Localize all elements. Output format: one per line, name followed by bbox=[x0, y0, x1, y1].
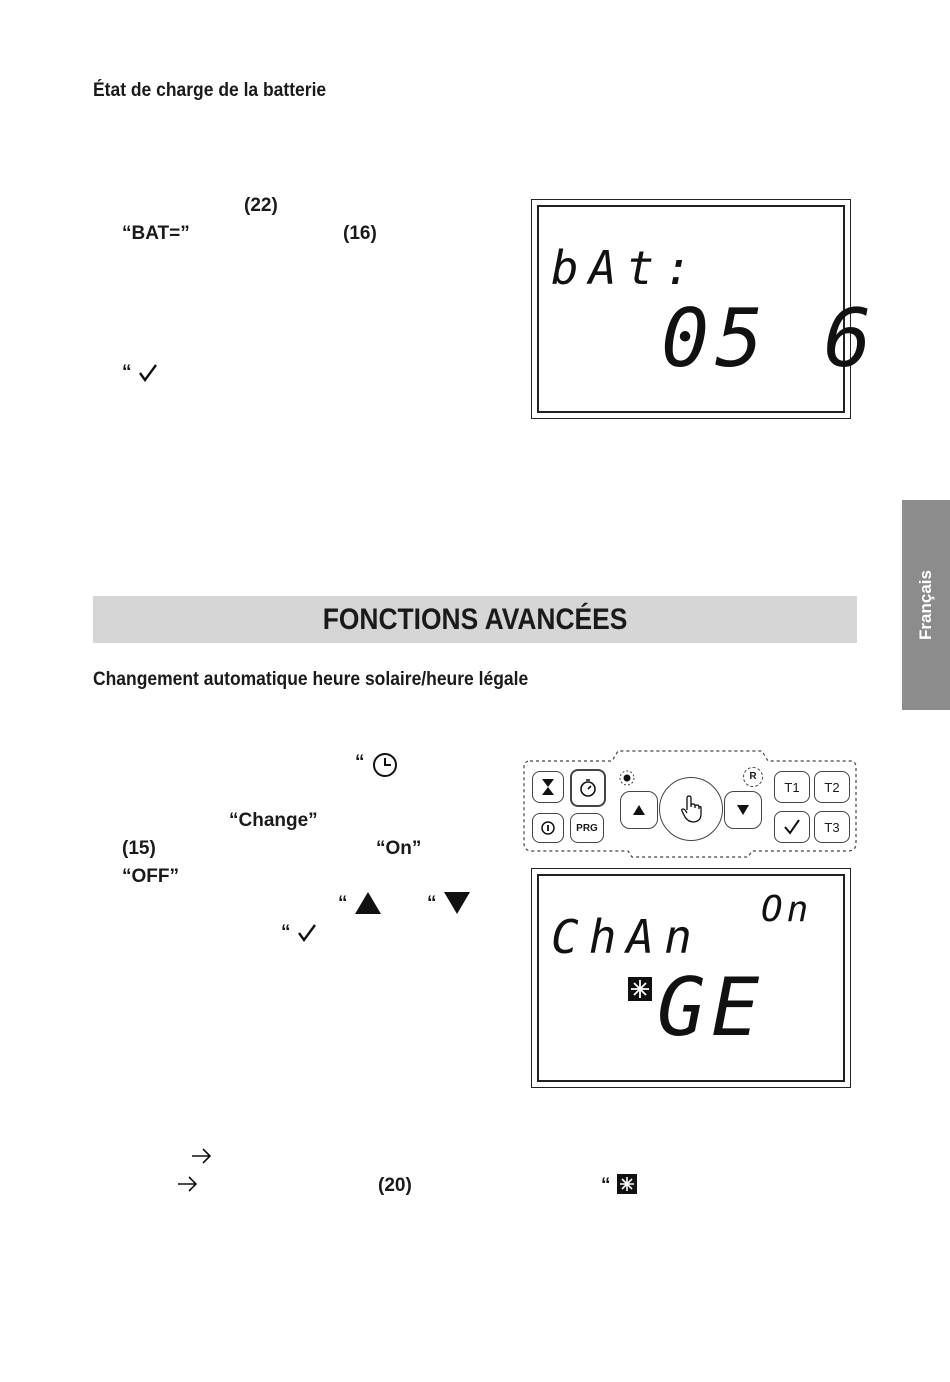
off-label: “OFF” bbox=[122, 866, 179, 887]
clock-quote: “ bbox=[355, 752, 365, 773]
snowflake-icon bbox=[616, 1173, 638, 1195]
keypad bbox=[522, 747, 858, 859]
section-heading-battery: État de charge de la batterie bbox=[93, 80, 327, 101]
triangle-down-icon bbox=[737, 805, 749, 815]
section-banner bbox=[93, 596, 857, 643]
info-button[interactable] bbox=[532, 813, 564, 843]
lcd-line1: ChAn bbox=[551, 910, 702, 964]
language-tab bbox=[902, 500, 950, 710]
change-label: “Change” bbox=[229, 810, 318, 831]
check-icon bbox=[296, 922, 318, 944]
t2-button[interactable]: T2 bbox=[814, 771, 850, 803]
lcd-line2: GE bbox=[657, 961, 766, 1054]
down-quote: “ bbox=[427, 893, 437, 914]
hourglass-icon bbox=[540, 777, 556, 797]
snowflake-icon bbox=[627, 976, 653, 1002]
hand-pointer-icon bbox=[678, 794, 704, 824]
prg-button[interactable]: PRG bbox=[570, 813, 604, 843]
t3-button[interactable]: T3 bbox=[814, 811, 850, 843]
mode-icon[interactable] bbox=[618, 769, 636, 787]
ref-22: (22) bbox=[244, 195, 278, 216]
main-touch-button[interactable] bbox=[659, 777, 723, 841]
lcd-display-change bbox=[531, 868, 851, 1088]
up-quote: “ bbox=[338, 893, 348, 914]
arrow-right-icon bbox=[190, 1146, 214, 1166]
info-icon bbox=[540, 820, 556, 836]
down-button[interactable] bbox=[724, 791, 762, 829]
check-icon bbox=[783, 818, 801, 836]
triangle-down-icon bbox=[442, 890, 472, 916]
check-icon bbox=[137, 362, 159, 384]
snow-quote: “ bbox=[601, 1175, 611, 1196]
lcd-line1: bAt: bbox=[551, 241, 702, 295]
lcd-display-battery bbox=[531, 199, 878, 419]
clock-icon bbox=[372, 752, 398, 778]
timer-button[interactable] bbox=[570, 769, 606, 807]
confirm-button[interactable] bbox=[774, 811, 810, 843]
language-tab-label: Français bbox=[916, 570, 935, 640]
hourglass-button[interactable] bbox=[532, 771, 564, 803]
lcd-top-right: On bbox=[761, 889, 813, 930]
reset-button[interactable]: R bbox=[743, 767, 763, 787]
ref-20: (20) bbox=[378, 1175, 412, 1196]
stopwatch-icon bbox=[578, 778, 598, 798]
arrow-right-icon bbox=[176, 1174, 200, 1194]
ref-15: (15) bbox=[122, 838, 156, 859]
t1-button[interactable]: T1 bbox=[774, 771, 810, 803]
section-heading-dst: Changement automatique heure solaire/heure légale bbox=[93, 669, 529, 690]
lcd-line2: 05 6 bbox=[661, 292, 878, 385]
on-label: “On” bbox=[376, 838, 422, 859]
up-button[interactable] bbox=[620, 791, 658, 829]
bat-label: “BAT=” bbox=[122, 223, 190, 244]
check-quote: “ bbox=[122, 362, 132, 383]
banner-title: FONCTIONS AVANCÉES bbox=[322, 602, 628, 636]
triangle-up-icon bbox=[353, 890, 383, 916]
check-quote-2: “ bbox=[281, 922, 291, 943]
triangle-up-icon bbox=[633, 805, 645, 815]
ref-16: (16) bbox=[343, 223, 377, 244]
